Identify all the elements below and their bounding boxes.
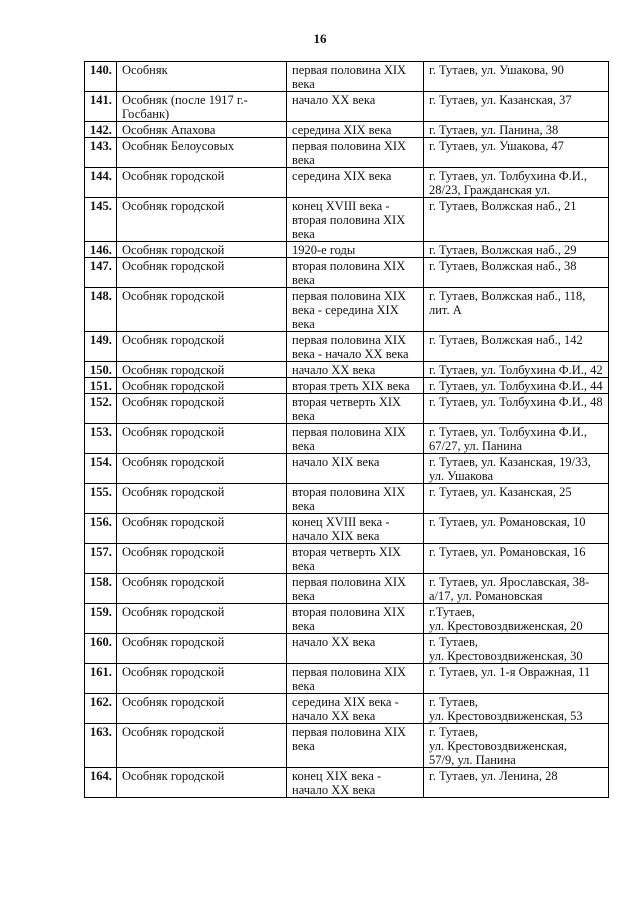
object-date: начало XIX века: [287, 454, 424, 484]
object-date: первая половина XIX века: [287, 724, 424, 768]
object-date: середина XIX века: [287, 122, 424, 138]
object-date: начало XX века: [287, 362, 424, 378]
table-row: [85, 242, 609, 258]
object-address: г. Тутаев, ул. Крестовоздвиженская, 57/9, ул. Панина: [424, 724, 609, 768]
object-name: Особняк городской: [117, 724, 287, 768]
object-date: начало XX века: [287, 634, 424, 664]
table-row: [85, 138, 609, 168]
object-address: г. Тутаев, Волжская наб., 38: [424, 258, 609, 288]
table-row: [85, 424, 609, 454]
object-date: вторая половина XIX века: [287, 604, 424, 634]
table-row: [85, 694, 609, 724]
object-name: Особняк Белоусовых: [117, 138, 287, 168]
row-number: 142.: [85, 122, 117, 138]
table-row: [85, 92, 609, 122]
object-address: г. Тутаев, ул. Толбухина Ф.И., 44: [424, 378, 609, 394]
row-number: 150.: [85, 362, 117, 378]
object-name: Особняк городской: [117, 288, 287, 332]
object-date: первая половина XIX века - середина XIX века: [287, 288, 424, 332]
object-name: Особняк городской: [117, 168, 287, 198]
row-number: 162.: [85, 694, 117, 724]
object-address: г. Тутаев, ул. Ленина, 28: [424, 768, 609, 798]
row-number: 152.: [85, 394, 117, 424]
object-address: г. Тутаев, ул. Толбухина Ф.И., 42: [424, 362, 609, 378]
page-number: 16: [313, 31, 327, 46]
object-date: вторая четверть XIX века: [287, 394, 424, 424]
table-body: [85, 62, 609, 798]
object-address: г. Тутаев, ул. Ярославская, 38-а/17, ул. Романовская: [424, 574, 609, 604]
object-date: вторая половина XIX века: [287, 484, 424, 514]
table-row: [85, 574, 609, 604]
object-date: первая половина XIX века: [287, 574, 424, 604]
row-number: 159.: [85, 604, 117, 634]
object-name: Особняк городской: [117, 378, 287, 394]
object-date: вторая половина XIX века: [287, 258, 424, 288]
object-name: Особняк городской: [117, 258, 287, 288]
object-name: Особняк городской: [117, 454, 287, 484]
heritage-objects-table: [84, 61, 609, 798]
object-name: Особняк: [117, 62, 287, 92]
row-number: 160.: [85, 634, 117, 664]
object-date: конец XVIII века - начало XIX века: [287, 514, 424, 544]
row-number: 154.: [85, 454, 117, 484]
row-number: 164.: [85, 768, 117, 798]
row-number: 148.: [85, 288, 117, 332]
object-name: Особняк (после 1917 г.- Госбанк): [117, 92, 287, 122]
object-address: г. Тутаев, ул. Толбухина Ф.И., 67/27, ул. Панина: [424, 424, 609, 454]
row-number: 155.: [85, 484, 117, 514]
row-number: 143.: [85, 138, 117, 168]
table-row: [85, 634, 609, 664]
row-number: 157.: [85, 544, 117, 574]
table-row: [85, 332, 609, 362]
object-address: г. Тутаев, ул. Романовская, 16: [424, 544, 609, 574]
row-number: 145.: [85, 198, 117, 242]
row-number: 151.: [85, 378, 117, 394]
object-address: г. Тутаев, ул. Романовская, 10: [424, 514, 609, 544]
object-address: г. Тутаев, ул. Ушакова, 47: [424, 138, 609, 168]
table-row: [85, 484, 609, 514]
object-address: г. Тутаев, ул. Крестовоздвиженская, 30: [424, 634, 609, 664]
row-number: 140.: [85, 62, 117, 92]
object-date: конец XVIII века - вторая половина XIX века: [287, 198, 424, 242]
object-address: г.Тутаев, ул. Крестовоздвиженская, 20: [424, 604, 609, 634]
object-date: первая половина XIX века: [287, 62, 424, 92]
object-address: г. Тутаев, ул. Казанская, 25: [424, 484, 609, 514]
table-row: [85, 62, 609, 92]
object-date: вторая четверть XIX века: [287, 544, 424, 574]
object-address: г. Тутаев, ул. Ушакова, 90: [424, 62, 609, 92]
object-name: Особняк городской: [117, 664, 287, 694]
object-address: г. Тутаев, ул. Казанская, 19/33, ул. Ушакова: [424, 454, 609, 484]
object-name: Особняк Апахова: [117, 122, 287, 138]
object-name: Особняк городской: [117, 394, 287, 424]
object-address: г. Тутаев, ул. Панина, 38: [424, 122, 609, 138]
object-date: середина XIX века: [287, 168, 424, 198]
object-name: Особняк городской: [117, 634, 287, 664]
table-row: [85, 454, 609, 484]
object-date: начало XX века: [287, 92, 424, 122]
row-number: 141.: [85, 92, 117, 122]
table-row: [85, 724, 609, 768]
object-address: г. Тутаев, ул. Толбухина Ф.И., 28/23, Гражданская ул.: [424, 168, 609, 198]
row-number: 153.: [85, 424, 117, 454]
object-name: Особняк городской: [117, 574, 287, 604]
object-date: первая половина XIX века: [287, 424, 424, 454]
object-address: г. Тутаев, ул. Крестовоздвиженская, 53: [424, 694, 609, 724]
table-row: [85, 198, 609, 242]
object-name: Особняк городской: [117, 604, 287, 634]
table-row: [85, 394, 609, 424]
object-date: конец XIX века - начало XX века: [287, 768, 424, 798]
row-number: 149.: [85, 332, 117, 362]
object-date: первая половина XIX века: [287, 138, 424, 168]
row-number: 144.: [85, 168, 117, 198]
object-name: Особняк городской: [117, 362, 287, 378]
object-address: г. Тутаев, ул. Казанская, 37: [424, 92, 609, 122]
table-row: [85, 768, 609, 798]
table-row: [85, 122, 609, 138]
object-address: г. Тутаев, ул. 1-я Овражная, 11: [424, 664, 609, 694]
object-name: Особняк городской: [117, 768, 287, 798]
row-number: 156.: [85, 514, 117, 544]
object-date: первая половина XIX века - начало XX века: [287, 332, 424, 362]
row-number: 163.: [85, 724, 117, 768]
object-address: г. Тутаев, Волжская наб., 29: [424, 242, 609, 258]
object-name: Особняк городской: [117, 332, 287, 362]
object-name: Особняк городской: [117, 544, 287, 574]
table-row: [85, 168, 609, 198]
table-row: [85, 604, 609, 634]
object-date: 1920-е годы: [287, 242, 424, 258]
object-address: г. Тутаев, Волжская наб., 118, лит. А: [424, 288, 609, 332]
row-number: 158.: [85, 574, 117, 604]
object-name: Особняк городской: [117, 198, 287, 242]
table-row: [85, 664, 609, 694]
row-number: 146.: [85, 242, 117, 258]
object-name: Особняк городской: [117, 694, 287, 724]
object-name: Особняк городской: [117, 514, 287, 544]
object-name: Особняк городской: [117, 424, 287, 454]
object-date: первая половина XIX века: [287, 664, 424, 694]
row-number: 147.: [85, 258, 117, 288]
object-date: вторая треть XIX века: [287, 378, 424, 394]
table-row: [85, 544, 609, 574]
object-address: г. Тутаев, Волжская наб., 142: [424, 332, 609, 362]
table-row: [85, 514, 609, 544]
table-row: [85, 258, 609, 288]
object-address: г. Тутаев, Волжская наб., 21: [424, 198, 609, 242]
row-number: 161.: [85, 664, 117, 694]
table-row: [85, 378, 609, 394]
table-row: [85, 362, 609, 378]
object-date: середина XIX века - начало XX века: [287, 694, 424, 724]
object-name: Особняк городской: [117, 242, 287, 258]
object-name: Особняк городской: [117, 484, 287, 514]
object-address: г. Тутаев, ул. Толбухина Ф.И., 48: [424, 394, 609, 424]
table-row: [85, 288, 609, 332]
